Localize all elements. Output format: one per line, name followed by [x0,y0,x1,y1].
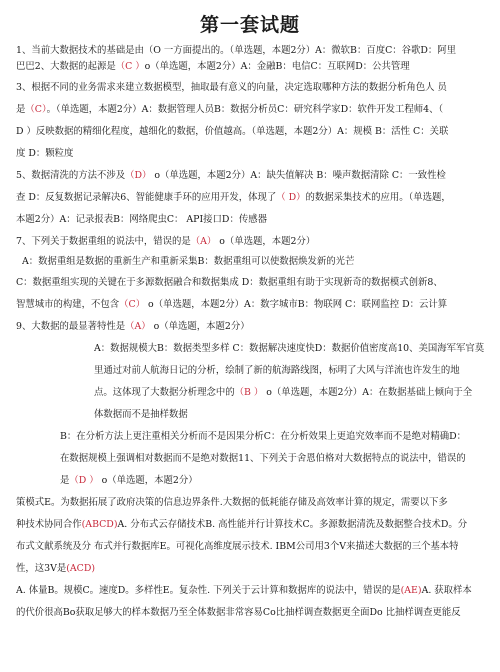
text-line: 1、当前大数据技术的基础是由（O 一方面提出的。（单选题，本题2分）A：微软B：百度C：谷歌D：阿里 [16,45,457,56]
answer-mark: （C） [25,104,47,115]
answer-mark: （ D） [276,192,306,203]
answer-mark: （D） [125,170,152,181]
text-line: 布式文献系统及分 布式并行数据库E。可视化高维度展示技术. IBM公司用3个V来描述大数据的三个基本特 [16,541,459,552]
text-line: 点。这体现了大数据分析理念中的（B ） o（单选题，本题2分）A：在数据基础上倾向于全 [94,387,473,398]
answer-mark: （D ） [69,475,99,486]
text-line: 5、数据清洗的方法不涉及（D） o（单选题，本题2分）A：缺失值解决 B：噪声数据清除 C：一致性检 [16,170,446,181]
text-line: 种技术协同合作(ABCD)A. 分布式云存储技术B. 高性能并行计算技术C。多源数据清洗及数据整合技术D。分 [16,519,468,530]
text-line: 里通过对前人航海日记的分析，绘制了新的航海路线图，标明了大风与洋流也许发生的地 [94,365,460,376]
text-line: 9、大数据的最显著特性是（A） o（单选题，本题2分） [16,321,250,332]
text-line: 是（D ） o（单选题，本题2分） [60,475,198,486]
text-line: 7、下列关于数据重组的说法中，错误的是（A） o（单选题，本题2分） [16,236,316,247]
text-line: 性，这3V是(ACD) [16,563,96,574]
page-title: 第一套试题 [199,14,300,36]
text-line: 策模式E。为数据拓展了政府决策的信息边界条件.大数据的低耗能存储及高效率计算的规定，需要以下多 [16,497,448,508]
answer-mark: （C ） [115,61,145,72]
text-line: 智慧城市的构建，不包含（C） o（单选题，本题2分）A：数字城市B：物联网 C：联网监控 D：云计算 [16,299,448,310]
text-line: C：数据重组实现的关键在于多源数据融合和数据集成 D：数据重组有助于实现新奇的数据模式创新8、 [16,277,443,288]
text-line: 巴巴2、大数据的起源是（C ）o（单选题，本题2分）A：金融B：电信C：互联网D：公共管理 [16,61,410,72]
answer-mark: （A） [125,321,151,332]
text-line: A：数据重组是数据的重新生产和重新采集B：数据重组可以使数据焕发新的光芒 [22,256,355,267]
answer-mark: (ABCD) [81,519,118,530]
text-line: D ）反映数据的精细化程度，越细化的数据，价值越高。（单选题，本题2分）A：规模 B：活性 C：关联 [16,126,449,137]
text-line: 度 D：颗粒度 [16,148,74,159]
text-line: 体数据而不是抽样数据 [94,409,188,420]
text-line: 是（C）。（单选题，本题2分）A：数据管理人员B：数据分析员C：研究科学家D：软件开发工程师4、（ [16,104,444,115]
text-line: 查 D：反复数据记录解决6、智能健康手环的应用开发，体现了（ D）的数据采集技术的应用。（单选题， [16,192,451,203]
text-line: 本题2分）A：记录报表B：网络爬虫C： API接口D：传感器 [16,214,267,225]
text-line: B：在分析方法上更注重相关分析而不是因果分析C：在分析效果上更追究效率而不是绝对精确D： [60,431,466,442]
answer-mark: （B ） [234,387,264,398]
answer-mark: (ACD) [66,563,96,574]
answer-mark: （A） [190,236,217,247]
text-line: 3、根据不同的业务需求来建立数据模型，抽取最有意义的向量，决定选取哪种方法的数据分析角色人 员 [16,82,447,93]
answer-mark: (AE) [400,585,422,596]
answer-mark: （C） [119,299,146,310]
text-line: 的代价很高Bo获取足够大的样本数据乃至全体数据非常容易Co比抽样调查数据更全面Do 比抽样调查更能反 [16,607,461,618]
text-line: 在数据规模上强调相对数据而不是绝对数据11、下列关于舍恩伯格对大数据特点的说法中，错误的 [60,453,466,464]
text-line: A：数据规模大B：数据类型多样 C：数据解决速度快D：数据价值密度高10、美国海军军官莫 [94,343,485,354]
text-line: A. 体量B。规模C。速度D。多样性E。复杂性. 下列关于云计算和数据库的说法中，错误的是(AE)A. 获取样本 [16,585,472,596]
